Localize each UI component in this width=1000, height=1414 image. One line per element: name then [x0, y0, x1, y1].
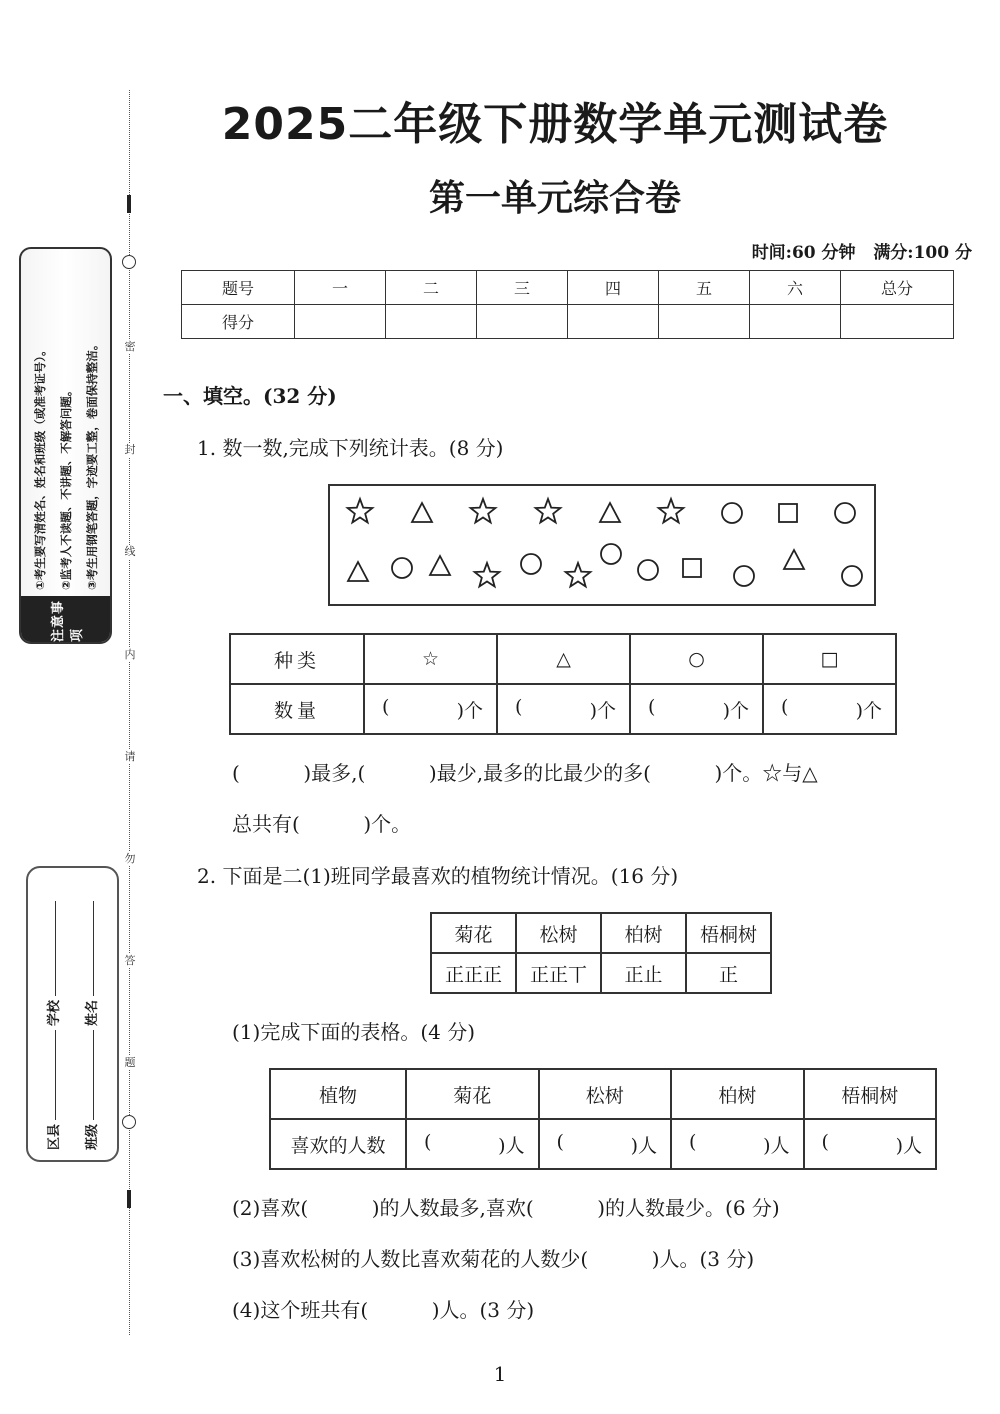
paren-close: )个 — [855, 699, 882, 722]
notes-heading: 注意事项 — [21, 596, 110, 642]
quantity-label: 数量 — [230, 684, 364, 734]
sub-question-2[interactable]: (2)喜欢( )的人数最多,喜欢( )的人数最少。(6 分) — [232, 1196, 780, 1220]
paren-open: ( — [424, 1130, 432, 1153]
note-item: ③考生用钢笔答题，字迹要工整，卷面保持整洁。 — [85, 338, 99, 590]
paren-open: ( — [781, 695, 789, 718]
score-header-cell: 四 — [568, 271, 659, 305]
paren-close: )个 — [456, 699, 483, 722]
district-field[interactable] — [54, 1030, 56, 1120]
paren-open: ( — [648, 695, 656, 718]
paren-close: )人 — [763, 1134, 790, 1157]
star-shape-icon — [659, 499, 684, 523]
paren-close: )人 — [630, 1134, 657, 1157]
likes-answer-cell[interactable] — [539, 1119, 672, 1169]
kind-triangle-icon: △ — [497, 634, 630, 684]
note-item: ②监考人不读题、不讲题、不解答问题。 — [59, 384, 73, 590]
shape-counting-box — [328, 484, 876, 606]
score-input-cell[interactable] — [750, 305, 841, 339]
school-label: 学校 — [47, 999, 62, 1026]
star-shape-icon — [475, 563, 500, 587]
name-label: 姓名 — [85, 999, 100, 1026]
score-header-cell: 五 — [659, 271, 750, 305]
seal-char: 封 — [122, 443, 138, 457]
score-input-cell[interactable] — [295, 305, 386, 339]
question-1-blanks-line[interactable]: ( )最多,( )最少,最多的比最少的多( )个。☆与△ — [232, 761, 818, 785]
kind-circle-icon: ○ — [630, 634, 763, 684]
tally-plant: 柏树 — [601, 913, 686, 953]
question-1-blanks-line[interactable]: 总共有( )个。 — [232, 812, 412, 836]
tally-marks: 正正正 — [431, 953, 516, 993]
tally-table — [430, 912, 772, 994]
score-header-cell: 总分 — [841, 271, 954, 305]
score-input-cell[interactable] — [568, 305, 659, 339]
circle-shape-icon — [835, 503, 855, 523]
paren-close: )人 — [895, 1134, 922, 1157]
notes-box — [19, 247, 112, 644]
seal-char: 密 — [122, 340, 138, 354]
kind-star-icon: ☆ — [364, 634, 497, 684]
kind-label: 种类 — [230, 634, 364, 684]
seal-char: 答 — [122, 954, 138, 968]
score-table — [181, 270, 954, 339]
kind-square-icon: □ — [763, 634, 896, 684]
circle-shape-icon — [392, 558, 412, 578]
score-input-cell[interactable] — [659, 305, 750, 339]
circle-shape-icon — [638, 560, 658, 580]
class-label: 班级 — [85, 1123, 100, 1150]
question-1-prompt: 1. 数一数,完成下列统计表。(8 分) — [197, 436, 504, 460]
tally-marks: 正止 — [601, 953, 686, 993]
likes-answer-cell[interactable] — [804, 1119, 937, 1169]
binding-hole-icon — [122, 1115, 136, 1129]
page-subtitle: 第一单元综合卷 — [428, 177, 681, 219]
district-label: 区县 — [47, 1123, 62, 1150]
shape-count-table — [229, 633, 897, 735]
seal-char: 题 — [122, 1056, 138, 1070]
quantity-answer-cell[interactable] — [763, 684, 896, 734]
star-shape-icon — [471, 499, 496, 523]
tally-plant: 菊花 — [431, 913, 516, 953]
paren-open: ( — [556, 1130, 564, 1153]
quantity-answer-cell[interactable] — [630, 684, 763, 734]
binding-hole-icon — [122, 255, 136, 269]
tally-plant: 梧桐树 — [686, 913, 771, 953]
star-shape-icon — [536, 499, 561, 523]
circle-shape-icon — [521, 554, 541, 574]
question-2-prompt: 2. 下面是二(1)班同学最喜欢的植物统计情况。(16 分) — [197, 864, 679, 888]
quantity-answer-cell[interactable] — [497, 684, 630, 734]
triangle-shape-icon — [348, 562, 368, 581]
sub-question-3[interactable]: (3)喜欢松树的人数比喜欢菊花的人数少( )人。(3 分) — [232, 1247, 755, 1271]
score-header-cell: 二 — [386, 271, 477, 305]
triangle-shape-icon — [784, 550, 804, 569]
binding-line — [129, 90, 130, 1335]
plant-name: 梧桐树 — [804, 1069, 937, 1119]
score-header-cell: 一 — [295, 271, 386, 305]
triangle-shape-icon — [600, 503, 620, 522]
note-item: ①考生要写清姓名、姓名和班级（或准考证号）。 — [33, 344, 47, 590]
star-shape-icon — [348, 499, 373, 523]
shapes-figure — [330, 486, 874, 604]
triangle-shape-icon — [412, 503, 432, 522]
score-input-cell[interactable] — [386, 305, 477, 339]
binding-mark — [127, 1190, 131, 1208]
paren-open: ( — [515, 695, 523, 718]
seal-char: 请 — [122, 750, 138, 764]
score-input-cell[interactable] — [841, 305, 954, 339]
paren-open: ( — [382, 695, 390, 718]
seal-char: 内 — [122, 648, 138, 662]
seal-char: 线 — [122, 545, 138, 559]
sub-question-4[interactable]: (4)这个班共有( )人。(3 分) — [232, 1298, 535, 1322]
star-shape-icon — [566, 563, 591, 587]
tally-marks: 正正丅 — [516, 953, 601, 993]
full-score-label: 满分:100 分 — [873, 243, 972, 263]
plant-name: 柏树 — [671, 1069, 804, 1119]
school-field[interactable] — [54, 901, 56, 996]
plant-name: 松树 — [539, 1069, 672, 1119]
likes-row-label: 喜欢的人数 — [270, 1119, 406, 1169]
likes-answer-cell[interactable] — [671, 1119, 804, 1169]
tally-marks: 正 — [686, 953, 771, 993]
student-info-box — [26, 866, 119, 1162]
score-row-label: 得分 — [182, 305, 295, 339]
paren-close: )个 — [722, 699, 749, 722]
page-number: 1 — [493, 1362, 507, 1386]
triangle-shape-icon — [430, 556, 450, 575]
paren-close: )人 — [498, 1134, 525, 1157]
binding-mark — [127, 195, 131, 213]
name-field[interactable] — [92, 901, 94, 996]
square-shape-icon — [779, 504, 797, 522]
sub-question-1: (1)完成下面的表格。(4 分) — [232, 1020, 476, 1044]
score-header-cell: 六 — [750, 271, 841, 305]
tally-plant: 松树 — [516, 913, 601, 953]
plant-name: 菊花 — [406, 1069, 539, 1119]
circle-shape-icon — [842, 566, 862, 586]
circle-shape-icon — [722, 503, 742, 523]
score-header-cell: 三 — [477, 271, 568, 305]
circle-shape-icon — [734, 566, 754, 586]
plant-count-table — [269, 1068, 937, 1170]
exam-meta — [752, 238, 972, 263]
seal-char: 勿 — [122, 852, 138, 866]
section-heading: 一、填空。(32 分) — [163, 384, 337, 408]
circle-shape-icon — [601, 544, 621, 564]
time-label: 时间:60 分钟 — [751, 243, 856, 263]
class-field[interactable] — [92, 1030, 94, 1120]
plant-row-label: 植物 — [270, 1069, 406, 1119]
square-shape-icon — [683, 559, 701, 577]
paren-close: )个 — [589, 699, 616, 722]
likes-answer-cell[interactable] — [406, 1119, 539, 1169]
paren-open: ( — [821, 1130, 829, 1153]
page-title: 2025二年级下册数学单元测试卷 — [221, 99, 889, 150]
score-header-cell: 题号 — [182, 271, 295, 305]
paren-open: ( — [689, 1130, 697, 1153]
score-input-cell[interactable] — [477, 305, 568, 339]
quantity-answer-cell[interactable] — [364, 684, 497, 734]
